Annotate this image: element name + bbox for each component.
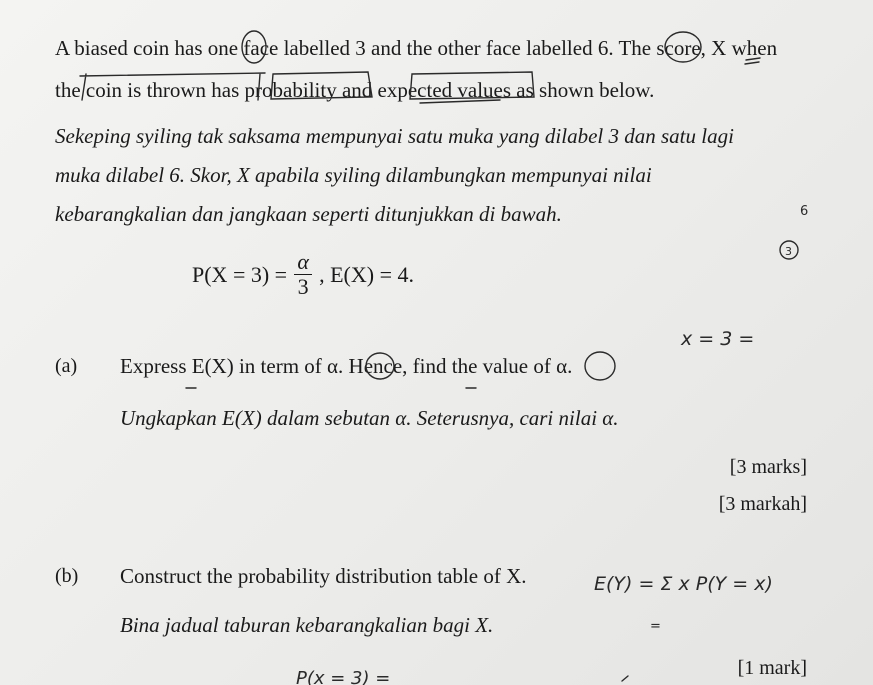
part-a-marks-ms: [3 markah]	[718, 493, 807, 515]
fraction-denominator: 3	[297, 274, 309, 299]
box-expected-values	[410, 72, 534, 99]
margin-6: 6	[800, 204, 809, 219]
hand-expectation: E(Y) = Σ x P(Y = x)	[594, 573, 773, 595]
hand-x-eq-3: x = 3 =	[681, 328, 755, 350]
circle-around-6	[665, 32, 701, 62]
part-b-text-en: Construct the probability distribution table of X.	[120, 564, 527, 588]
circle-alpha-2	[585, 352, 615, 380]
part-a-text-ms: Ungkapkan E(X) dalam sebutan α. Seterusnya, cari nilai α.	[120, 406, 619, 430]
stem-ms-line2: muka dilabel 6. Skor, X apabila syiling dilambungkan mempunyai nilai	[55, 163, 652, 187]
underline-expected	[420, 100, 500, 103]
check-mark	[622, 676, 628, 681]
part-a-text-en: Express E(X) in term of α. Hence, find the value of α.	[120, 354, 573, 378]
box-coin-thrown	[80, 73, 265, 100]
circle-around-3	[242, 31, 266, 63]
part-b-text-ms: Bina jadual taburan kebarangkalian bagi X.	[120, 613, 494, 637]
part-b-label: (b)	[55, 565, 79, 587]
formula-lhs: P(X = 3) =	[192, 261, 288, 287]
part-a-marks-en: [3 marks]	[729, 456, 807, 478]
circled-3-text: 3	[785, 245, 792, 258]
part-b-marks-en: [1 mark]	[737, 657, 807, 679]
underline-x	[745, 58, 760, 64]
part-a-label: (a)	[55, 355, 78, 377]
fraction-numerator: α	[297, 249, 309, 274]
circle-alpha-1	[366, 353, 394, 379]
hand-equals: =	[650, 619, 661, 634]
stem-en-line2: the coin is thrown has probability and expected values as shown below.	[55, 78, 655, 102]
formula-rhs: , E(X) = 4.	[319, 261, 414, 287]
hand-prob-x-3: P(x = 3) =	[296, 668, 391, 685]
stem-ms-line1: Sekeping syiling tak saksama mempunyai satu muka yang dilabel 3 dan satu lagi	[55, 124, 734, 148]
stem-ms-line3: kebarangkalian dan jangkaan seperti ditunjukkan di bawah.	[55, 202, 562, 226]
box-probability	[271, 72, 372, 99]
stem-en-line1: A biased coin has one face labelled 3 and the other face labelled 6. The score, X when	[55, 36, 778, 60]
